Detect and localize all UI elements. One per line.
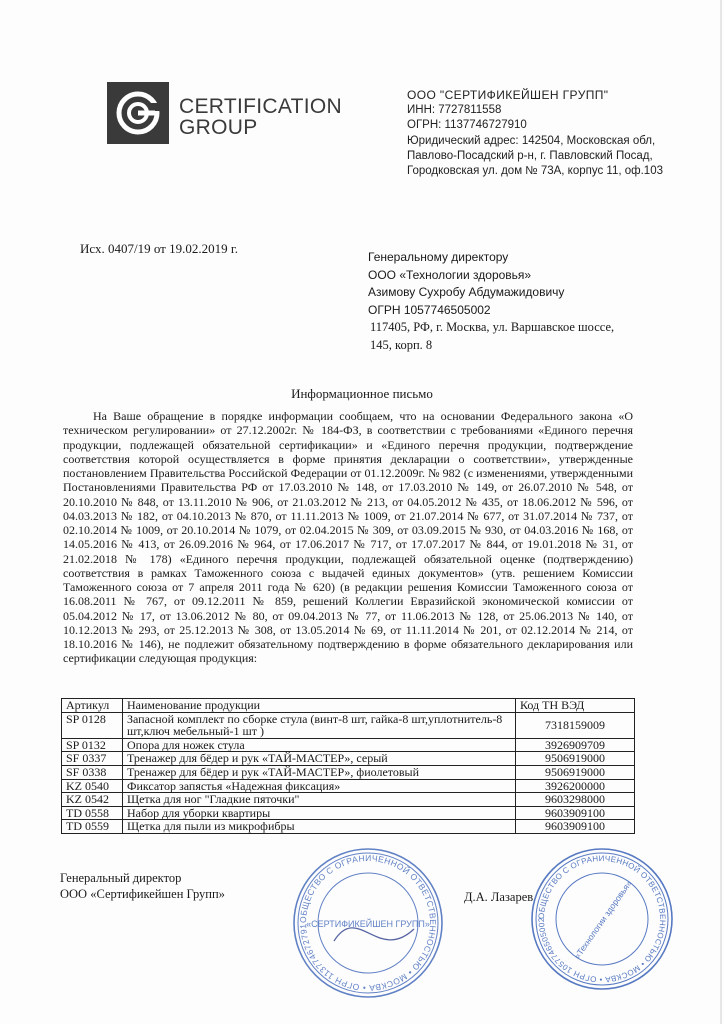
cell-name: Щетка для ног "Гладкие пяточки": [123, 793, 516, 807]
cell-sku: TD 0558: [62, 806, 123, 820]
seal-ring-text: ОБЩЕСТВО С ОГРАНИЧЕННОЙ ОТВЕТСТВЕННОСТЬЮ • МОСКВА • ОГРН 113774672791: [297, 852, 439, 994]
cell-code: 3926200000: [516, 779, 635, 793]
table-row: [62, 738, 635, 752]
logo-text-line2: GROUP: [179, 116, 258, 139]
cell-name: Щетка для пыли из микрофибры: [123, 820, 516, 834]
seal-ring-text: ОБЩЕСТВО С ОГРАНИЧЕННОЙ ОТВЕТСТВЕННОСТЬЮ • МОСКВА • ОГРН 1057746505002: [536, 853, 668, 985]
cell-code: 9603909100: [516, 820, 635, 834]
scan-edge: [720, 0, 722, 1024]
table-row: [62, 712, 635, 738]
cell-name: Фиксатор запястья «Надежная фиксация»: [123, 779, 516, 793]
cell-code: 9506919000: [516, 765, 635, 779]
header-name: Наименование продукции: [123, 699, 516, 713]
seal-center-text: «Технологии здоровья»: [571, 878, 634, 961]
signatory-org: ООО «Сертификейшен Групп»: [60, 887, 225, 901]
body-paragraph: На Ваше обращение в порядке информации сообщаем, что на основании Федерального закона «О техническом регулировании» от 27.12.2002г. № 184-ФЗ, в соответствии с требованиями «Единого перечня продукции, подлежащей обязательной сертификации» и «Единого перечня продукции, подтверждение соответствия которой осуществляется в форме принятия декларации о соответствии», утвержденные постановлением Правительства Российской Федерации от 01.12.2009г. № 982 (с изменениями, утвержденными Постановлениями Правительства РФ от 17.03.2010 № 148, от 17.03.2010 № 149, от 26.07.2010 № 548, от 20.10.2010 № 848, от 13.11.2010 № 906, от 21.03.2012 № 213, от 04.05.2012 № 435, от 18.06.2012 № 596, от 04.03.2013 № 182, от 04.10.2013 № 870, от 11.11.2013 № 1009, от 21.07.2014 № 677, от 31.07.2014 № 737, от 02.10.2014 № 1009, от 20.10.2014 № 1079, от 02.04.2015 № 309, от 03.09.2015 № 930, от 04.03.2016 № 168, от 14.05.2016 № 413, от 26.09.2016 № 964, от 17.06.2017 № 717, от 17.07.2017 № 844, от 19.01.2018 № 31, от 21.02.2018 № 178) «Единого перечня продукции, подлежащей обязательной оценке (подтверждению) соответствия в рамках Таможенного союза с выдачей единых документов» (утв. решением Комиссии Таможенного союза от 7 апреля 2011 года № 620) (в редакции решения Комиссии Таможенного союза от 16.08.2011 № 767, от 09.12.2011 № 859, решений Коллегии Евразийской экономической комиссии от 05.04.2012 № 17, от 13.06.2012 № 80, от 09.04.2013 № 77, от 11.06.2013 № 128, от 25.06.2013 № 140, от 10.12.2013 № 293, от 25.12.2013 № 308, от 13.05.2014 № 69, от 11.11.2014 № 201, от 02.12.2014 № 214, от 18.10.2016 № 146), не подлежит обязательному подтверждению в форме обязательного декларирования или сертификации следующая продукция:: [63, 409, 633, 666]
table-row: [62, 820, 635, 834]
addressee-person: Азимову Сухробу Абдумажидовичу: [368, 285, 565, 300]
cg-logo-icon: [107, 82, 169, 144]
header-sku: Артикул: [62, 699, 123, 713]
company-address-line: Городковская ул. дом № 73А, корпус 11, оф.103: [407, 165, 663, 178]
cell-name: Запасной комплект по сборке стула (винт-8 шт, гайка-8 шт,уплотнитель-8 шт,ключ мебельный-1 шт ): [123, 712, 516, 738]
table-row: [62, 752, 635, 766]
cell-sku: SF 0338: [62, 765, 123, 779]
products-table: [61, 698, 635, 834]
cell-name: Набор для уборки квартиры: [123, 806, 516, 820]
addressee-address: 117405, РФ, г. Москва, ул. Варшавское шоссе,: [370, 320, 615, 335]
header-code: Код ТН ВЭД: [516, 699, 635, 713]
cell-code: 9603298000: [516, 793, 635, 807]
addressee-address: 145, корп. 8: [370, 337, 433, 352]
table-row: [62, 806, 635, 820]
outgoing-reference: Исх. 0407/19 от 19.02.2019 г.: [80, 241, 238, 256]
table-header-row: [62, 699, 635, 713]
cell-name: Тренажер для бёдер и рук «ТАЙ-МАСТЕР», серый: [123, 752, 516, 766]
table-row: [62, 793, 635, 807]
cell-name: Тренажер для бёдер и рук «ТАЙ-МАСТЕР», фиолетовый: [123, 765, 516, 779]
cell-sku: KZ 0542: [62, 793, 123, 807]
table-row: [62, 779, 635, 793]
company-address-line: Юридический адрес: 142504, Московская обл,: [407, 134, 656, 147]
cell-code: 9506919000: [516, 752, 635, 766]
addressee-block: [368, 249, 668, 355]
signatory-name: Д.А. Лазарев: [464, 890, 534, 904]
addressee-ogrn: ОГРН 1057746505002: [368, 302, 491, 317]
signatory-position: Генеральный директор: [60, 871, 182, 885]
company-logo: [107, 82, 342, 152]
company-address-line: Павлово-Посадский р-н, г. Павловский Посад,: [407, 149, 653, 162]
cell-name: Опора для ножек стула: [123, 738, 516, 752]
logo-text-line1: CERTIFICATION: [179, 95, 342, 118]
cell-code: 7318159009: [516, 712, 635, 738]
addressee-position: Генеральному директору: [368, 250, 509, 264]
company-ogrn: ОГРН: 1137746727910: [407, 119, 527, 132]
document-title: Информационное письмо: [291, 386, 433, 401]
cell-sku: SP 0128: [62, 712, 123, 738]
company-name: ООО "СЕРТИФИКЕЙШЕН ГРУПП": [407, 88, 609, 102]
addressee-seal-stamp: [527, 844, 677, 994]
company-inn: ИНН: 7727811558: [407, 104, 502, 117]
seal-icon: [527, 844, 677, 994]
cell-code: 3926909709: [516, 738, 635, 752]
cell-sku: SF 0337: [62, 752, 123, 766]
company-details: [407, 88, 707, 179]
addressee-org: ООО «Технологии здоровья»: [368, 267, 532, 282]
cell-sku: TD 0559: [62, 820, 123, 834]
cell-code: 9603909100: [516, 806, 635, 820]
cell-sku: SP 0132: [62, 738, 123, 752]
table-row: [62, 765, 635, 779]
seal-icon: [288, 843, 448, 1003]
company-seal-stamp: [288, 843, 448, 1003]
seal-center-text: «СЕРТИФИКЕЙШЕН ГРУПП»: [306, 919, 430, 929]
signatory-block: [60, 870, 225, 902]
letter-body: [63, 409, 633, 666]
cell-sku: KZ 0540: [62, 779, 123, 793]
